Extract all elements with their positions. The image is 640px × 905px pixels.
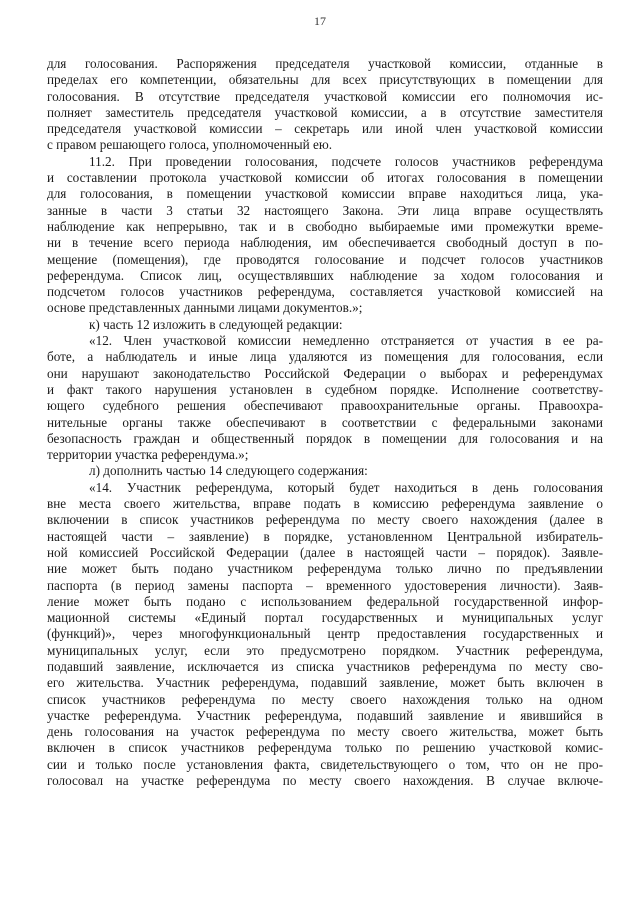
text-line: и факт такого нарушения установлен в судебном порядке. Исполнение соответству- (47, 381, 603, 397)
text-line: муниципальных услуг, если это предусмотрено порядком. Участник референдума, (47, 642, 603, 658)
text-line: мационной системы «Единый портал государственных и муниципальных услуг (47, 610, 603, 626)
text-line: подсчетом голосов участников референдума, составляется участковой комиссией на (47, 284, 603, 300)
text-line: занные в части 3 статьи 32 настоящего Закона. Эти лица вправе осуществлять (47, 202, 603, 218)
text-line: боте, а наблюдатель и иные лица удаляются из помещения для голосования, если (47, 349, 603, 365)
text-line: 11.2. При проведении голосования, подсчете голосов участников референдума (89, 153, 603, 169)
text-line: (функций)», через многофункциональный центр предоставления государственных и (47, 626, 603, 642)
text-line: ющего судебного решения обеспечивают правоохранительные органы. Правоохра- (47, 398, 603, 414)
text-line: референдума. Список лиц, осуществлявших наблюдение за ходом голосования и (47, 267, 603, 283)
text-line: ние может быть подано участником референдума только лично по предъявлении (47, 561, 603, 577)
text-line: пределах его компетенции, обязательны для всех присутствующих в помещении для (47, 72, 603, 88)
text-line: и составлении протокола участковой комиссии об итогах голосования в помещении (47, 170, 603, 186)
text-line: к) часть 12 изложить в следующей редакции: (89, 316, 343, 332)
text-line: голосования. В отсутствие председателя участковой комиссии его полномочия ис- (47, 88, 603, 104)
page-number: 17 (314, 14, 326, 28)
text-line: территории участка референдума.»; (47, 447, 249, 463)
text-line: участке референдума. Участник референдума, подавший заявление и явившийся в (47, 707, 603, 723)
text-line: основе представленных данными лицами документов.»; (47, 300, 363, 316)
paragraph (47, 463, 603, 479)
text-line: включении в список участников референдума по месту своего нахождения (далее в (47, 512, 603, 528)
document-body (47, 56, 603, 789)
text-line: с правом решающего голоса, уполномоченный ею. (47, 137, 332, 153)
text-line: мещение (помещения), где проводятся голосование и подсчет голосов участников (47, 251, 603, 267)
text-line: голосовал на участке референдума по месту своего нахождения. В случае включе- (47, 773, 603, 789)
paragraph (47, 317, 603, 333)
text-line: паспорта (в период замены паспорта – временного удостоверения личности). Заяв- (47, 577, 603, 593)
text-line: ление может быть подано с использованием федеральной государственной инфор- (47, 593, 603, 609)
paragraph (47, 154, 603, 317)
text-line: для голосования, в помещении участковой комиссии вправе находиться лица, ука- (47, 186, 603, 202)
text-line: для голосования. Распоряжения председателя участковой комиссии, отданные в (47, 56, 603, 71)
text-line: день голосования на участок референдума по месту своего жительства, может быть (47, 724, 603, 740)
text-line: ни в течение всего периода наблюдения, им обеспечивается свободный доступ в по- (47, 235, 603, 251)
text-line: они нарушают законодательство Российской Федерации о выборах и референдумах (47, 365, 603, 381)
text-line: безопасность граждан и общественный порядок в помещении для голосования и на (47, 430, 603, 446)
text-line: список участников референдума по месту своего нахождения только на одном (47, 691, 603, 707)
text-line: председателя участковой комиссии – секретарь или иной член участковой комиссии (47, 121, 603, 137)
text-line: «12. Член участковой комиссии немедленно отстраняется от участия в ее ра- (89, 333, 603, 349)
paragraph (47, 333, 603, 463)
text-line: его жительства. Участник референдума, подавший заявление, может быть включен в (47, 675, 603, 691)
paragraph (47, 480, 603, 790)
text-line: л) дополнить частью 14 следующего содержания: (89, 463, 368, 479)
text-line: сии и только после установления факта, свидетельствующего о том, что он не про- (47, 756, 603, 772)
text-line: включен в список участников референдума только по решению участковой комис- (47, 740, 603, 756)
text-line: «14. Участник референдума, который будет находиться в день голосования (89, 479, 603, 495)
text-line: нительные органы также обеспечивают в соответствии с федеральными законами (47, 414, 603, 430)
text-line: полняет заместитель председателя участковой комиссии, а в отсутствие заместителя (47, 104, 603, 120)
text-line: подавший заявление, исключается из списка участников референдума по месту сво- (47, 658, 603, 674)
text-line: наблюдение как непрерывно, так и в свободно выбираемые ими промежутки време- (47, 218, 603, 234)
text-line: ной комиссией Российской Федерации (далее в настоящей части – порядок). Заявле- (47, 544, 603, 560)
paragraph (47, 56, 603, 154)
text-line: настоящей части – заявление) в порядке, установленном Центральной избиратель- (47, 528, 603, 544)
text-line: вне места своего жительства, вправе подать в комиссию референдума заявление о (47, 496, 603, 512)
